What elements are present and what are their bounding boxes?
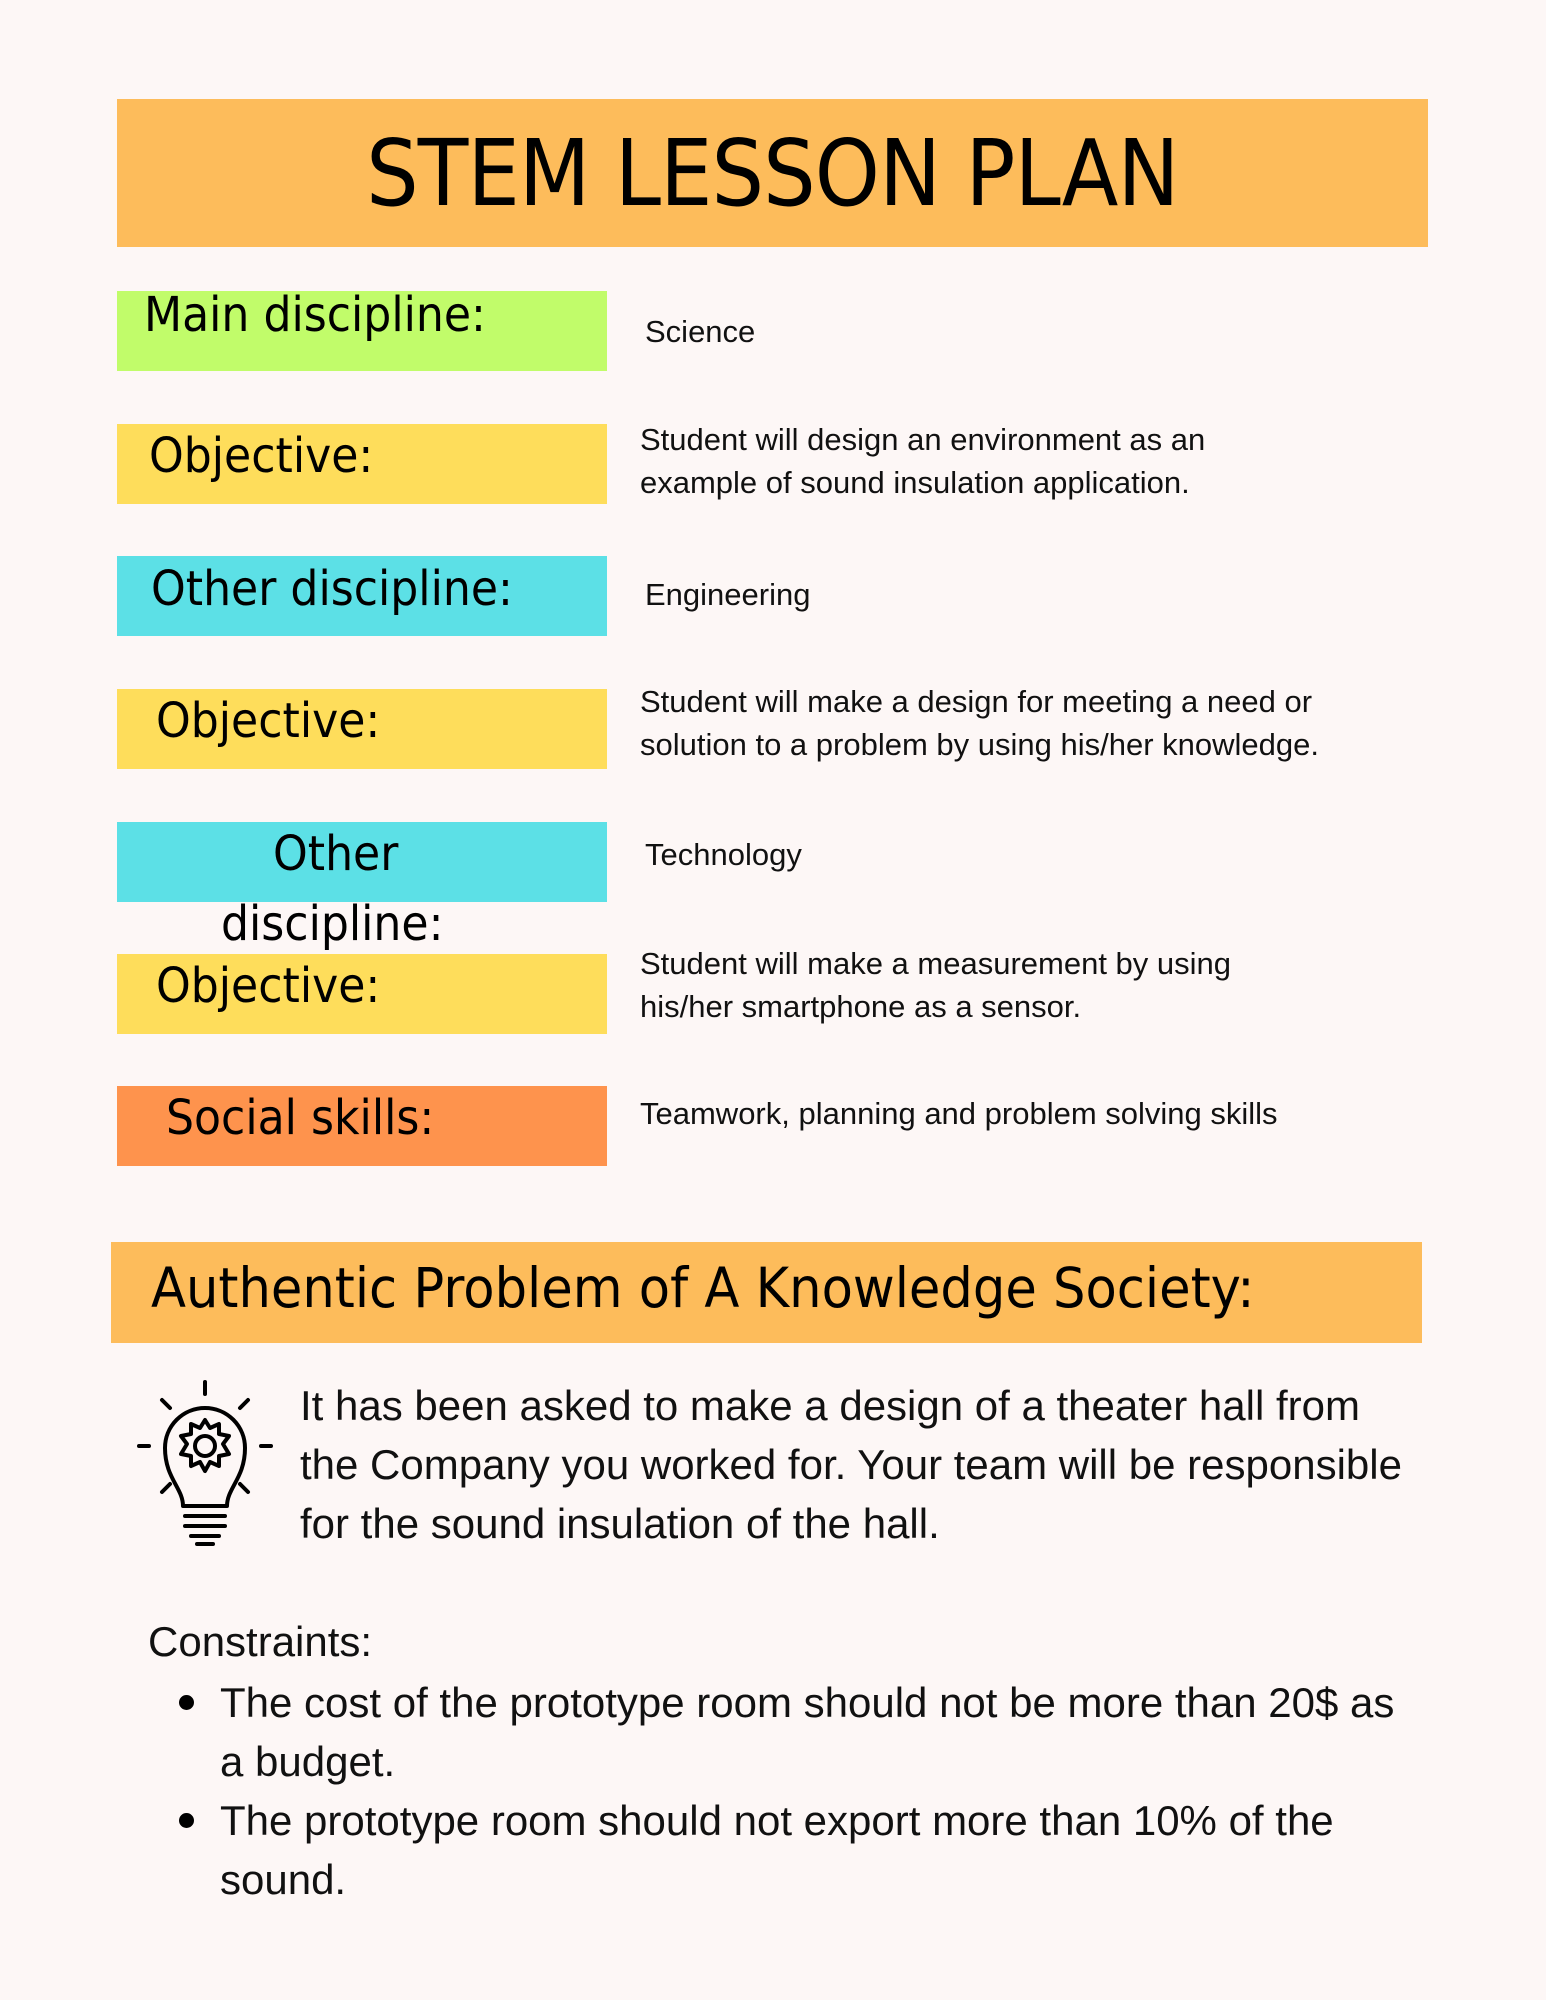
objective-label-box (117, 689, 607, 769)
other-discipline-value (645, 833, 802, 876)
objective-label: Objective: (156, 693, 381, 749)
constraint-item (175, 1791, 1415, 1909)
other-discipline-label: Other discipline: (151, 561, 513, 617)
value-line: Student will design an environment as an (640, 422, 1206, 457)
value-line: solution to a problem by using his/her knowledge. (640, 727, 1319, 762)
other-discipline-label-box (117, 556, 607, 636)
other-discipline-label-box (117, 822, 607, 902)
constraint-text: The cost of the prototype room should not be more than 20$ as a budget. (220, 1679, 1395, 1785)
objective-value (640, 942, 1231, 1028)
constraints-label: Constraints: (148, 1618, 373, 1665)
title-bar (117, 99, 1428, 247)
problem-section-heading-bar (111, 1242, 1422, 1343)
constraint-text: The prototype room should not export more than 10% of the sound. (220, 1797, 1334, 1903)
objective-value (640, 418, 1205, 504)
lightbulb-gear-icon (135, 1378, 275, 1550)
value-line: Technology (645, 837, 802, 872)
constraint-item (175, 1673, 1415, 1791)
objective-label: Objective: (156, 958, 381, 1014)
constraint-list (175, 1673, 1415, 1909)
value-line: Student will make a measurement by using (640, 946, 1232, 981)
main-discipline-value (645, 310, 755, 353)
other-discipline-value (645, 573, 810, 616)
main-discipline-label: Main discipline: (144, 287, 486, 343)
social-skills-label-box (117, 1086, 607, 1166)
value-line: Student will make a design for meeting a need or (640, 684, 1313, 719)
value-line: example of sound insulation application. (640, 465, 1190, 500)
objective-label-box (117, 954, 607, 1034)
social-skills-value (640, 1092, 1278, 1135)
problem-text: It has been asked to make a design of a theater hall from the Company you worked for. Your team will be responsible for the sound insulation of the hall. (300, 1382, 1402, 1547)
main-discipline-label-box (117, 287, 607, 371)
problem-section-heading: Authentic Problem of A Knowledge Society: (151, 1256, 1255, 1320)
value-line: Teamwork, planning and problem solving skills (640, 1096, 1278, 1131)
bullet-icon (179, 1695, 194, 1710)
page-title: STEM LESSON PLAN (366, 119, 1179, 227)
value-line: Engineering (645, 577, 811, 612)
other-discipline-label-line1: Other (273, 826, 399, 882)
objective-label-box (117, 424, 607, 504)
value-line: his/her smartphone as a sensor. (640, 989, 1082, 1024)
bullet-icon (179, 1813, 194, 1828)
objective-value (640, 680, 1319, 766)
social-skills-label: Social skills: (166, 1090, 435, 1146)
objective-label: Objective: (149, 428, 374, 484)
value-line: Science (645, 314, 756, 349)
other-discipline-label-line2: discipline: (221, 896, 444, 952)
